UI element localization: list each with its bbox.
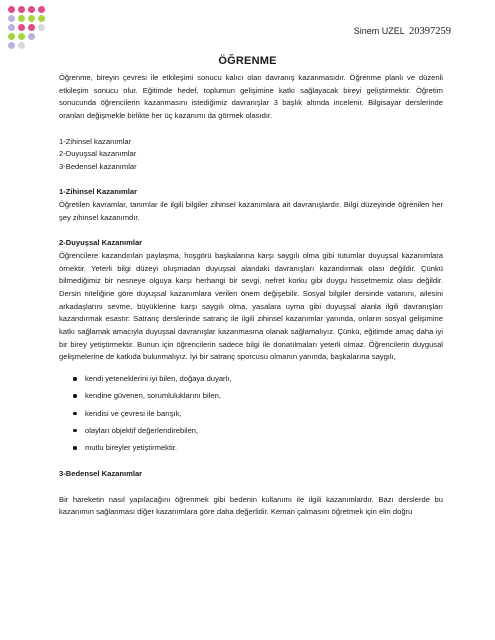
logo-dot — [38, 24, 45, 31]
logo-dot — [8, 42, 15, 49]
logo-dot — [18, 15, 25, 22]
section-heading: 2-Duyuşsal Kazanımlar — [59, 238, 143, 248]
logo-dot — [28, 24, 35, 31]
section-paragraph: Öğrencilere kazandırılan paylaşma, hoşgörü başkalarına karşı saygılı olma gibi tutumlar duyuşsal kazanımlara örnektir. Yeterli bilgi düzeyi oluşmadan duyuşsal alandaki davranışları kazandırmak olası değildir. Çünkü bilmediğimiz bir nesneye olguya karşı herhangi bir sevgi, nefret korku gibi duygu hissetmemiz olası değildir. Dersin niteliğine göre duyuşsal kazanımlara verilen önem değişebilir. Sosyal bilgiler dersinde vatanını, ailesini arkadaşlarını sevme, büyüklerine karşı saygılı olma, yasalara uyma gibi duyuşsal alanla ilgili davranışları kazandırmak esastır. Satranç derslerinde satranç ile ilgili zihinsel kazanımlar yanında, onların sosyal gelişimine katkı sağlamak amacıyla duyuşsal davranışlar kazanmasına olanak sağlamalıyız. Çünkü, eğitimde amaç daha iyi bir birey yetiştirmektir. Bunun için öğrencilerin sadece bilgi ile donatılmaları yeterli olmaz. Öğrencilerin duygusal gelişmelerine de katkıda bulunmalıyız. İyi bir satranç sporcusu olmanın yanında, başkalarına saygılı, — [59, 250, 443, 362]
page-title: ÖĞRENME — [218, 55, 277, 67]
bullet-item — [59, 422, 443, 439]
decorative-dots-logo — [6, 4, 50, 54]
logo-dot — [38, 6, 45, 13]
bullet-text: kendisi ve çevresi ile barışık, — [85, 408, 182, 418]
section-heading: 3-Bedensel Kazanımlar — [59, 469, 143, 479]
logo-dot — [8, 15, 15, 22]
bullet-item — [59, 370, 443, 387]
bullet-text: mutlu bireyler yetiştirmektir. — [85, 442, 177, 452]
logo-dot — [18, 6, 25, 13]
bullet-item — [59, 405, 443, 422]
logo-dot — [8, 33, 15, 40]
bullet-icon — [73, 377, 77, 381]
page-header — [354, 26, 451, 37]
list-item: 2-Duyuşsal kazanımlar — [59, 149, 137, 159]
logo-dot — [28, 6, 35, 13]
logo-dot — [8, 6, 15, 13]
list-item: 3-Bedensel kazanımlar — [59, 161, 137, 171]
bullet-text: kendi yeteneklerini iyi bilen, doğaya duyarlı, — [85, 374, 232, 384]
bullet-item — [59, 439, 443, 456]
section-heading: 1-Zihinsel Kazanımlar — [59, 187, 138, 197]
student-number: 20397259 — [409, 26, 451, 37]
list-item: 1-Zihinsel kazanımlar — [59, 136, 132, 146]
logo-dot — [18, 24, 25, 31]
bullet-icon — [73, 429, 77, 433]
document-body — [59, 72, 443, 519]
bullet-item — [59, 387, 443, 404]
logo-dot — [8, 24, 15, 31]
bullet-text: kendine güvenen, sorumluluklarını bilen, — [85, 391, 221, 401]
bullet-icon — [73, 446, 77, 450]
logo-dot — [38, 15, 45, 22]
bullet-text: olayları objektif değerlendirebilen, — [85, 425, 199, 435]
section-paragraph: Öğretilen kavramlar, tanımlar ile ilgili bilgiler zihinsel kazanımlara ait davranışlardır. Bilgi düzeyinde öğrenilen her şey zihinsel kazanımdır. — [59, 200, 443, 222]
logo-dot — [28, 15, 35, 22]
bullet-icon — [73, 394, 77, 398]
section-paragraph: Bir hareketin nasıl yapılacağını öğrenmek gibi bedenin kullanımı ile ilgili kazanımlardır. Bazı derslerde bu kazanımın sağlanması diğer kazanımlara göre daha değerlidir. Keman çalmasını öğretmek için elin doğru — [59, 494, 443, 517]
logo-dot — [28, 33, 35, 40]
logo-dot — [18, 42, 25, 49]
logo-dot — [18, 33, 25, 40]
author-name: Sinem UZEL — [353, 26, 405, 36]
bullet-list — [59, 370, 443, 456]
bullet-icon — [73, 412, 77, 416]
intro-paragraph: Öğrenme, bireyin çevresi ile etkileşimi sonucu kalıcı olan davranış kazanmasıdır. Öğrenme planlı ve düzenli etkileşim sonucu olur. Eğitimde hedef, toplumun gelişimine katkı sağlayacak bireyi geliştirmektir. Öğretim sonucunda öğrencilerin kazanmasını istediğimiz davranışlar 3 başlık altında incelenir. Bilgisayar derslerinde oranları değişmekle birlikte her üç kazanımı da görmek olasıdır. — [59, 73, 443, 121]
